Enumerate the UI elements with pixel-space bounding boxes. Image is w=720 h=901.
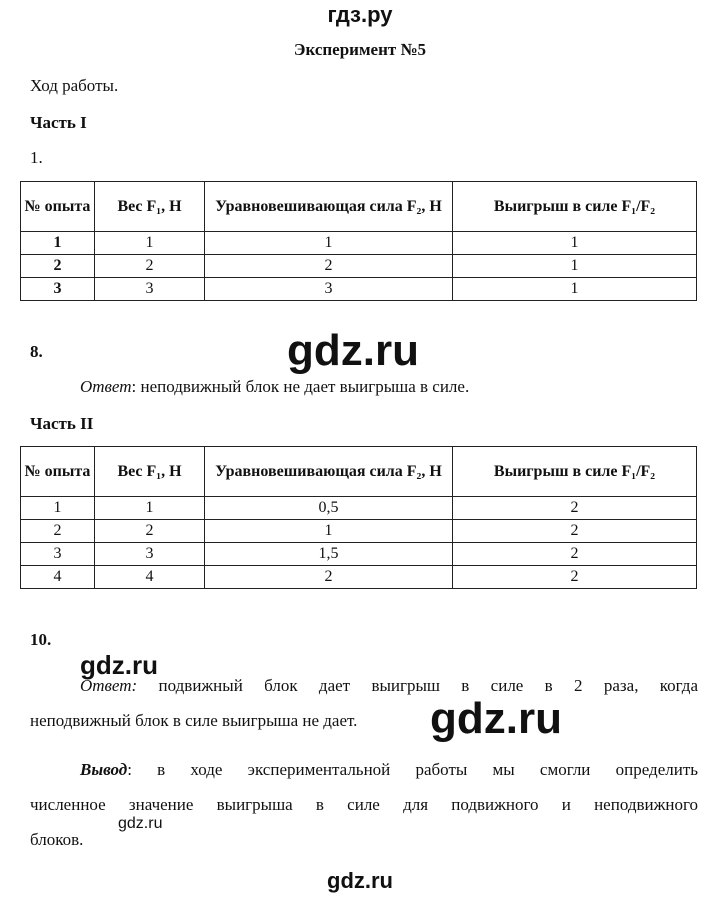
- table-cell: 2: [95, 255, 205, 278]
- table-cell: 2: [453, 497, 697, 520]
- conclusion-line3: блоков.: [30, 830, 84, 849]
- watermark-top: гдз.ру: [327, 2, 393, 27]
- item8-number: 8.: [30, 342, 43, 361]
- table-header-cell: Вес F₁, Н: [95, 182, 205, 232]
- watermark-left: gdz.ru: [80, 650, 158, 680]
- table-cell: 2: [205, 255, 453, 278]
- watermark-small: gdz.ru: [118, 815, 163, 832]
- item8-answer-label: Ответ: [80, 377, 132, 396]
- table-header-cell: № опыта: [21, 447, 95, 497]
- table-cell: 4: [21, 566, 95, 589]
- table-cell: 1: [205, 232, 453, 255]
- table-cell: 1: [95, 232, 205, 255]
- table-cell: 2: [453, 543, 697, 566]
- table-cell: 1: [453, 278, 697, 301]
- table-cell: 1,5: [205, 543, 453, 566]
- table-header-cell: Уравновешивающая сила F₂, Н: [205, 447, 453, 497]
- conclusion-line2: численное значение выигрыша в силе для подвижного и неподвижного: [30, 795, 698, 814]
- table-row: [21, 255, 697, 278]
- table-cell: 1: [205, 520, 453, 543]
- table-cell: 3: [21, 543, 95, 566]
- table-cell: 2: [205, 566, 453, 589]
- table-header-cell: Выигрыш в силе F₁/F₂: [453, 182, 697, 232]
- watermark-right: gdz.ru: [430, 694, 562, 743]
- table-cell: 1: [453, 232, 697, 255]
- table-cell: 2: [21, 255, 95, 278]
- table-row: [21, 497, 697, 520]
- table-cell: 2: [21, 520, 95, 543]
- table-header-cell: № опыта: [21, 182, 95, 232]
- part2-heading: Часть II: [30, 414, 94, 433]
- table-header-cell: Вес F₁, Н: [95, 447, 205, 497]
- table-cell: 4: [95, 566, 205, 589]
- table-row: [21, 232, 697, 255]
- part1-item-number: 1.: [30, 148, 43, 167]
- item10-number: 10.: [30, 630, 52, 649]
- table-header-cell: Выигрыш в силе F₁/F₂: [453, 447, 697, 497]
- intro-text: Ход работы.: [30, 76, 119, 95]
- watermark-mid: gdz.ru: [287, 326, 419, 375]
- table-header-cell: Уравновешивающая сила F₂, Н: [205, 182, 453, 232]
- table-cell: 3: [95, 278, 205, 301]
- conclusion-line1: : в ходе экспериментальной работы мы смогли определить: [127, 760, 698, 779]
- table-cell: 1: [21, 232, 95, 255]
- table-row: [21, 520, 697, 543]
- part1-heading: Часть I: [30, 113, 87, 132]
- table-cell: 1: [21, 497, 95, 520]
- table-cell: 2: [453, 520, 697, 543]
- table-cell: 3: [95, 543, 205, 566]
- table-cell: 2: [453, 566, 697, 589]
- table-part2: [20, 446, 697, 589]
- watermark-bottom: gdz.ru: [327, 868, 393, 893]
- item8-answer-text: : неподвижный блок не дает выигрыша в силе.: [131, 377, 470, 396]
- item10-answer-line1: подвижный блок дает выигрыш в силе в 2 раза, когда: [158, 676, 698, 695]
- table-cell: 1: [453, 255, 697, 278]
- item10-answer-label: Ответ:: [80, 676, 138, 695]
- table-cell: 0,5: [205, 497, 453, 520]
- table-row: [21, 566, 697, 589]
- table-row: [21, 278, 697, 301]
- table-cell: 2: [95, 520, 205, 543]
- conclusion-label: Вывод: [80, 760, 128, 779]
- table-cell: 3: [21, 278, 95, 301]
- table-part1: [20, 181, 697, 301]
- page-title: Эксперимент №5: [293, 40, 427, 59]
- item10-answer-line2: неподвижный блок в силе выигрыша не дает.: [30, 711, 358, 730]
- table-row: [21, 543, 697, 566]
- table-cell: 3: [205, 278, 453, 301]
- table-cell: 1: [95, 497, 205, 520]
